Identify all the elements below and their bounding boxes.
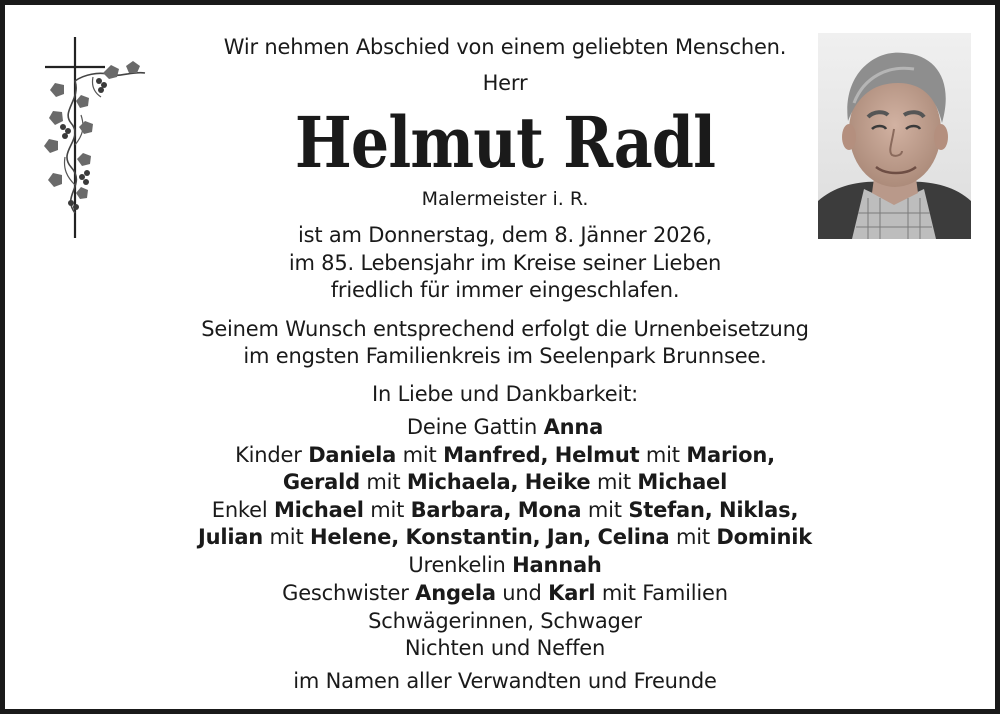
mourner-line-wife bbox=[5, 415, 1000, 439]
mourner-connector: mit bbox=[675, 525, 710, 549]
mourner-name: Dominik bbox=[716, 525, 813, 549]
mourner-line-in-laws: Schwägerinnen, Schwager bbox=[368, 609, 642, 633]
mourner-name: Daniela bbox=[308, 443, 397, 467]
mourner-prefix: Enkel bbox=[211, 498, 268, 522]
mourner-line-nieces-nephews: Nichten und Neffen bbox=[404, 636, 606, 660]
mourner-name: Jan, bbox=[546, 525, 591, 549]
mourner-line-grandchildren-2 bbox=[5, 525, 1000, 549]
mourner-name: Julian bbox=[197, 525, 264, 549]
mourner-connector: mit bbox=[370, 498, 405, 522]
mourner-name: Niklas, bbox=[719, 498, 799, 522]
mourners-intro: In Liebe und Dankbarkeit: bbox=[371, 382, 638, 406]
mourner-line-grandchildren-1 bbox=[5, 498, 1000, 522]
mourner-name: Michael bbox=[637, 470, 728, 494]
mourner-name: Angela bbox=[415, 581, 496, 605]
mourner-line-siblings bbox=[5, 581, 1000, 605]
mourner-name: Barbara, bbox=[410, 498, 512, 522]
mourner-name: Stefan, bbox=[628, 498, 713, 522]
mourner-name: Karl bbox=[548, 581, 596, 605]
burial-text-line-2: im engsten Familienkreis im Seelenpark Brunnsee. bbox=[243, 344, 767, 368]
salutation: Herr bbox=[482, 71, 528, 95]
mourner-prefix: Kinder bbox=[235, 443, 302, 467]
mourner-name: Celina bbox=[597, 525, 670, 549]
mourner-name: Anna bbox=[543, 415, 604, 439]
mourner-connector: mit bbox=[587, 498, 622, 522]
mourner-name: Marion, bbox=[686, 443, 775, 467]
death-text-line-3: friedlich für immer eingeschlafen. bbox=[330, 278, 680, 302]
mourner-name: Michaela, bbox=[406, 470, 519, 494]
intro-text: Wir nehmen Abschied von einem geliebten Menschen. bbox=[223, 35, 787, 59]
mourner-line-great-grandchild bbox=[5, 553, 1000, 577]
profession: Malermeister i. R. bbox=[421, 188, 589, 210]
mourner-suffix: mit Familien bbox=[601, 581, 728, 605]
mourner-name: Heike bbox=[524, 470, 591, 494]
deceased-name: Helmut Radl bbox=[294, 101, 716, 184]
mourner-prefix: Geschwister bbox=[282, 581, 409, 605]
mourner-line-children-2 bbox=[5, 470, 1000, 494]
mourner-connector: mit bbox=[366, 470, 401, 494]
death-text-line-2: im 85. Lebensjahr im Kreise seiner Lieben bbox=[288, 251, 722, 275]
mourner-name: Hannah bbox=[512, 553, 602, 577]
mourner-name: Gerald bbox=[282, 470, 360, 494]
mourner-connector: mit bbox=[402, 443, 437, 467]
burial-text-line-1: Seinem Wunsch entsprechend erfolgt die Urnenbeisetzung bbox=[201, 317, 809, 341]
mourner-name: Mona bbox=[517, 498, 582, 522]
mourner-name: Helene, bbox=[309, 525, 399, 549]
mourner-connector: mit bbox=[269, 525, 304, 549]
death-text-line-1: ist am Donnerstag, dem 8. Jänner 2026, bbox=[297, 223, 713, 247]
mourner-name: Manfred, bbox=[443, 443, 549, 467]
mourner-connector: mit bbox=[645, 443, 680, 467]
mourner-prefix: Urenkelin bbox=[408, 553, 506, 577]
mourner-line-children-1 bbox=[5, 443, 1000, 467]
mourner-name: Helmut bbox=[554, 443, 640, 467]
mourner-name: Konstantin, bbox=[405, 525, 541, 549]
mourner-name: Michael bbox=[273, 498, 364, 522]
mourner-prefix: Deine Gattin bbox=[406, 415, 538, 439]
mourner-connector: mit bbox=[596, 470, 631, 494]
closing-text: im Namen aller Verwandten und Freunde bbox=[293, 669, 717, 693]
mourner-connector: und bbox=[502, 581, 542, 605]
